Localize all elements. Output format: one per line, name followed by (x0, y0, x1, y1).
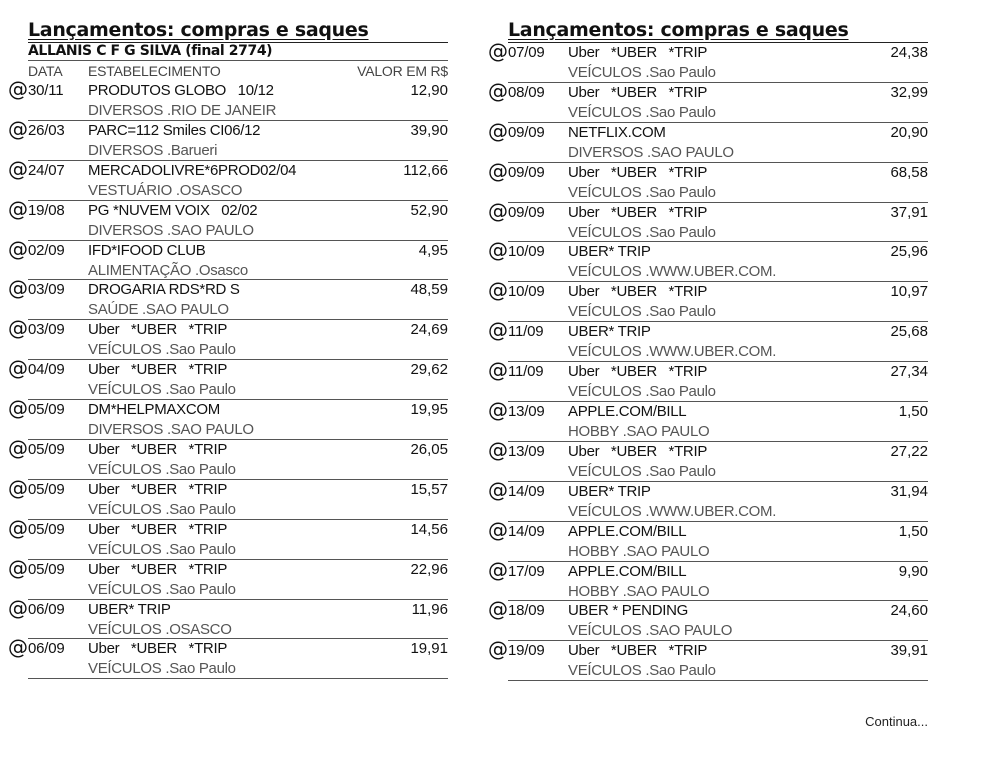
transaction-category: VEÍCULOS .Sao Paulo (568, 662, 716, 680)
transaction-description: PARC=112 Smiles CI06/12 (88, 121, 261, 139)
at-symbol-icon: @ (8, 396, 28, 421)
transaction-row (8, 356, 448, 400)
transaction-row (8, 156, 448, 201)
transaction-value: 39,90 (410, 121, 448, 139)
transaction-date: 09/09 (508, 163, 545, 181)
transaction-category: HOBBY .SAO PAULO (568, 542, 710, 560)
transaction-date: 05/09 (28, 560, 65, 578)
at-symbol-icon: @ (8, 515, 28, 540)
transaction-category: VEÍCULOS .Sao Paulo (88, 660, 236, 678)
transaction-row (488, 517, 928, 562)
section-title: Lançamentos: compras e saques (28, 19, 369, 41)
transaction-category: VEÍCULOS .Sao Paulo (568, 383, 716, 401)
transaction-category: VEÍCULOS .Sao Paulo (568, 183, 716, 201)
at-symbol-icon: @ (488, 358, 508, 383)
transaction-date: 06/09 (28, 600, 65, 618)
at-symbol-icon: @ (488, 318, 508, 343)
transaction-category: VESTUÁRIO .OSASCO (88, 181, 243, 199)
transaction-row (488, 318, 928, 362)
transaction-date: 05/09 (28, 401, 65, 419)
transaction-row (488, 437, 928, 482)
at-symbol-icon: @ (8, 276, 28, 301)
transaction-date: 05/09 (28, 480, 65, 498)
transaction-row (488, 238, 928, 282)
transaction-value: 20,90 (890, 123, 928, 141)
transaction-value: 1,50 (898, 403, 928, 421)
transaction-value: 27,22 (890, 442, 928, 460)
transaction-date: 26/03 (28, 121, 65, 139)
at-symbol-icon: @ (488, 477, 508, 502)
transaction-value: 25,96 (890, 243, 928, 261)
transaction-category: VEÍCULOS .WWW.UBER.COM. (568, 502, 777, 520)
transaction-value: 1,50 (898, 522, 928, 540)
column-headers (28, 60, 448, 81)
transaction-row (8, 436, 448, 480)
at-symbol-icon: @ (488, 557, 508, 582)
transaction-category: VEÍCULOS .Sao Paulo (88, 381, 236, 399)
transaction-category: VEÍCULOS .SAO PAULO (568, 622, 733, 640)
transaction-description: Uber *UBER *TRIP (88, 560, 228, 578)
at-symbol-icon: @ (8, 236, 28, 261)
transaction-date: 19/09 (508, 642, 545, 660)
transaction-category: VEÍCULOS .Sao Paulo (568, 223, 716, 241)
transaction-description: Uber *UBER *TRIP (568, 283, 708, 301)
transaction-row (488, 358, 928, 402)
transaction-category: VEÍCULOS .Sao Paulo (88, 580, 236, 598)
transaction-category: DIVERSOS .Barueri (88, 141, 218, 159)
transaction-date: 19/08 (28, 201, 65, 219)
at-symbol-icon: @ (488, 39, 508, 63)
transaction-row (488, 597, 928, 641)
at-symbol-icon: @ (8, 356, 28, 381)
transaction-row (8, 475, 448, 520)
transaction-category: VEÍCULOS .Sao Paulo (568, 103, 716, 121)
transaction-row (488, 118, 928, 163)
transaction-date: 03/09 (28, 281, 65, 299)
transaction-list-left (8, 77, 448, 679)
transaction-row (488, 637, 928, 681)
at-symbol-icon: @ (8, 475, 28, 500)
transaction-category: VEÍCULOS .Sao Paulo (88, 461, 236, 479)
transaction-row (488, 278, 928, 322)
transaction-description: UBER* TRIP (568, 482, 651, 500)
transaction-date: 11/09 (508, 323, 544, 341)
transaction-list-right (488, 39, 928, 681)
transaction-row (488, 477, 928, 522)
transaction-category: VEÍCULOS .Sao Paulo (568, 64, 716, 81)
transaction-value: 52,90 (410, 201, 448, 219)
transaction-row (8, 635, 448, 679)
transaction-description: PRODUTOS GLOBO 10/12 (88, 82, 274, 99)
transaction-value: 24,60 (890, 602, 928, 620)
at-symbol-icon: @ (488, 238, 508, 263)
continued-note: Continua... (865, 714, 928, 729)
transaction-category: VEÍCULOS .Sao Paulo (568, 462, 716, 480)
transaction-row (8, 555, 448, 600)
transaction-description: Uber *UBER *TRIP (568, 203, 708, 221)
at-symbol-icon: @ (488, 437, 508, 462)
transaction-value: 11,96 (411, 600, 448, 618)
transaction-description: APPLE.COM/BILL (568, 522, 687, 540)
transaction-category: DIVERSOS .RIO DE JANEIR (88, 102, 277, 119)
transaction-date: 09/09 (508, 203, 545, 221)
transaction-description: Uber *UBER *TRIP (88, 361, 228, 379)
transaction-date: 10/09 (508, 283, 545, 301)
transaction-description: UBER* TRIP (568, 243, 651, 261)
transaction-date: 13/09 (508, 442, 545, 460)
transaction-description: UBER * PENDING (568, 602, 688, 620)
transaction-description: Uber *UBER *TRIP (568, 363, 708, 381)
transaction-row (8, 77, 448, 121)
right-column (488, 18, 928, 681)
transaction-row (488, 158, 928, 203)
transaction-value: 27,34 (890, 363, 928, 381)
transaction-category: DIVERSOS .SAO PAULO (88, 221, 254, 239)
transaction-date: 11/09 (508, 363, 544, 381)
transaction-description: Uber *UBER *TRIP (88, 520, 228, 538)
transaction-category: ALIMENTAÇÃO .Osasco (88, 261, 248, 279)
transaction-description: Uber *UBER *TRIP (88, 321, 228, 339)
transaction-date: 05/09 (28, 441, 65, 459)
transaction-description: PG *NUVEM VOIX 02/02 (88, 201, 258, 219)
transaction-description: DROGARIA RDS*RD S (88, 281, 240, 299)
transaction-row (8, 595, 448, 640)
transaction-description: UBER* TRIP (88, 600, 171, 618)
at-symbol-icon: @ (8, 316, 28, 341)
at-symbol-icon: @ (488, 398, 508, 423)
transaction-description: Uber *UBER *TRIP (568, 442, 708, 460)
transaction-value: 22,96 (410, 560, 448, 578)
transaction-row (8, 116, 448, 161)
transaction-date: 14/09 (508, 522, 545, 540)
transaction-row (8, 276, 448, 320)
at-symbol-icon: @ (488, 637, 508, 662)
header-establishment: ESTABELECIMENTO (88, 63, 221, 79)
transaction-description: Uber *UBER *TRIP (568, 83, 708, 101)
at-symbol-icon: @ (488, 278, 508, 303)
transaction-description: MERCADOLIVRE*6PROD02/04 (88, 161, 297, 179)
transaction-date: 30/11 (28, 82, 64, 99)
header-value: VALOR EM R$ (357, 63, 448, 79)
transaction-value: 32,99 (890, 83, 928, 101)
transaction-value: 24,38 (890, 44, 928, 61)
transaction-category: VEÍCULOS .Sao Paulo (568, 303, 716, 321)
transaction-value: 10,97 (890, 283, 928, 301)
at-symbol-icon: @ (8, 436, 28, 461)
transaction-row (8, 396, 448, 440)
transaction-value: 48,59 (410, 281, 448, 299)
transaction-value: 15,57 (410, 480, 448, 498)
at-symbol-icon: @ (488, 118, 508, 143)
transaction-date: 08/09 (508, 83, 545, 101)
transaction-description: APPLE.COM/BILL (568, 562, 687, 580)
transaction-value: 14,56 (410, 520, 448, 538)
at-symbol-icon: @ (488, 517, 508, 542)
transaction-description: APPLE.COM/BILL (568, 403, 687, 421)
transaction-description: UBER* TRIP (568, 323, 651, 341)
transaction-date: 04/09 (28, 361, 65, 379)
transaction-row (488, 398, 928, 442)
at-symbol-icon: @ (488, 158, 508, 183)
transaction-row (8, 316, 448, 360)
transaction-date: 02/09 (28, 241, 65, 259)
at-symbol-icon: @ (8, 156, 28, 181)
transaction-category: VEÍCULOS .Sao Paulo (88, 500, 236, 518)
transaction-value: 37,91 (890, 203, 928, 221)
at-symbol-icon: @ (8, 635, 28, 660)
transaction-date: 17/09 (508, 562, 545, 580)
transaction-date: 10/09 (508, 243, 545, 261)
transaction-value: 39,91 (890, 642, 928, 660)
at-symbol-icon: @ (488, 597, 508, 622)
transaction-row (488, 198, 928, 243)
transaction-row (488, 557, 928, 602)
transaction-description: Uber *UBER *TRIP (568, 163, 708, 181)
transaction-category: VEÍCULOS .Sao Paulo (88, 540, 236, 558)
transaction-date: 13/09 (508, 403, 545, 421)
transaction-row (8, 515, 448, 560)
transaction-date: 07/09 (508, 44, 545, 61)
transaction-value: 9,90 (898, 562, 928, 580)
transaction-value: 112,66 (403, 161, 448, 179)
at-symbol-icon: @ (8, 77, 28, 101)
transaction-value: 25,68 (890, 323, 928, 341)
transaction-description: Uber *UBER *TRIP (88, 441, 228, 459)
transaction-description: DM*HELPMAXCOM (88, 401, 220, 419)
section-title: Lançamentos: compras e saques (508, 19, 849, 41)
at-symbol-icon: @ (8, 196, 28, 221)
at-symbol-icon: @ (8, 555, 28, 580)
transaction-value: 24,69 (410, 321, 448, 339)
transaction-row (488, 78, 928, 123)
transaction-value: 68,58 (890, 163, 928, 181)
transaction-date: 05/09 (28, 520, 65, 538)
transaction-category: HOBBY .SAO PAULO (568, 582, 710, 600)
transaction-description: Uber *UBER *TRIP (88, 480, 228, 498)
transaction-date: 09/09 (508, 123, 545, 141)
transaction-value: 29,62 (410, 361, 448, 379)
transaction-date: 14/09 (508, 482, 545, 500)
transaction-date: 18/09 (508, 602, 545, 620)
transaction-value: 19,95 (410, 401, 448, 419)
transaction-description: Uber *UBER *TRIP (88, 640, 228, 658)
transaction-category: DIVERSOS .SAO PAULO (88, 421, 254, 439)
transaction-date: 03/09 (28, 321, 65, 339)
transaction-description: Uber *UBER *TRIP (568, 44, 708, 61)
transaction-description: Uber *UBER *TRIP (568, 642, 708, 660)
transaction-row (8, 196, 448, 241)
transaction-category: VEÍCULOS .WWW.UBER.COM. (568, 343, 777, 361)
transaction-category: HOBBY .SAO PAULO (568, 423, 710, 441)
left-column (8, 18, 448, 679)
transaction-row (8, 236, 448, 281)
transaction-value: 19,91 (410, 640, 448, 658)
transaction-date: 24/07 (28, 161, 65, 179)
transaction-value: 12,90 (410, 82, 448, 99)
transaction-value: 4,95 (418, 241, 448, 259)
at-symbol-icon: @ (8, 116, 28, 141)
transaction-value: 31,94 (890, 482, 928, 500)
transaction-description: IFD*IFOOD CLUB (88, 241, 206, 259)
cardholder-name: ALLANIS C F G SILVA (final 2774) (28, 43, 273, 59)
transaction-category: DIVERSOS .SAO PAULO (568, 143, 734, 161)
at-symbol-icon: @ (488, 198, 508, 223)
at-symbol-icon: @ (488, 78, 508, 103)
transaction-date: 06/09 (28, 640, 65, 658)
transaction-category: SAÚDE .SAO PAULO (88, 301, 229, 319)
transaction-value: 26,05 (410, 441, 448, 459)
at-symbol-icon: @ (8, 595, 28, 620)
transaction-description: NETFLIX.COM (568, 123, 666, 141)
transaction-category: VEÍCULOS .Sao Paulo (88, 341, 236, 359)
transaction-category: VEÍCULOS .WWW.UBER.COM. (568, 263, 777, 281)
transaction-category: VEÍCULOS .OSASCO (88, 620, 232, 638)
header-date: DATA (28, 63, 63, 79)
transaction-row (488, 39, 928, 83)
